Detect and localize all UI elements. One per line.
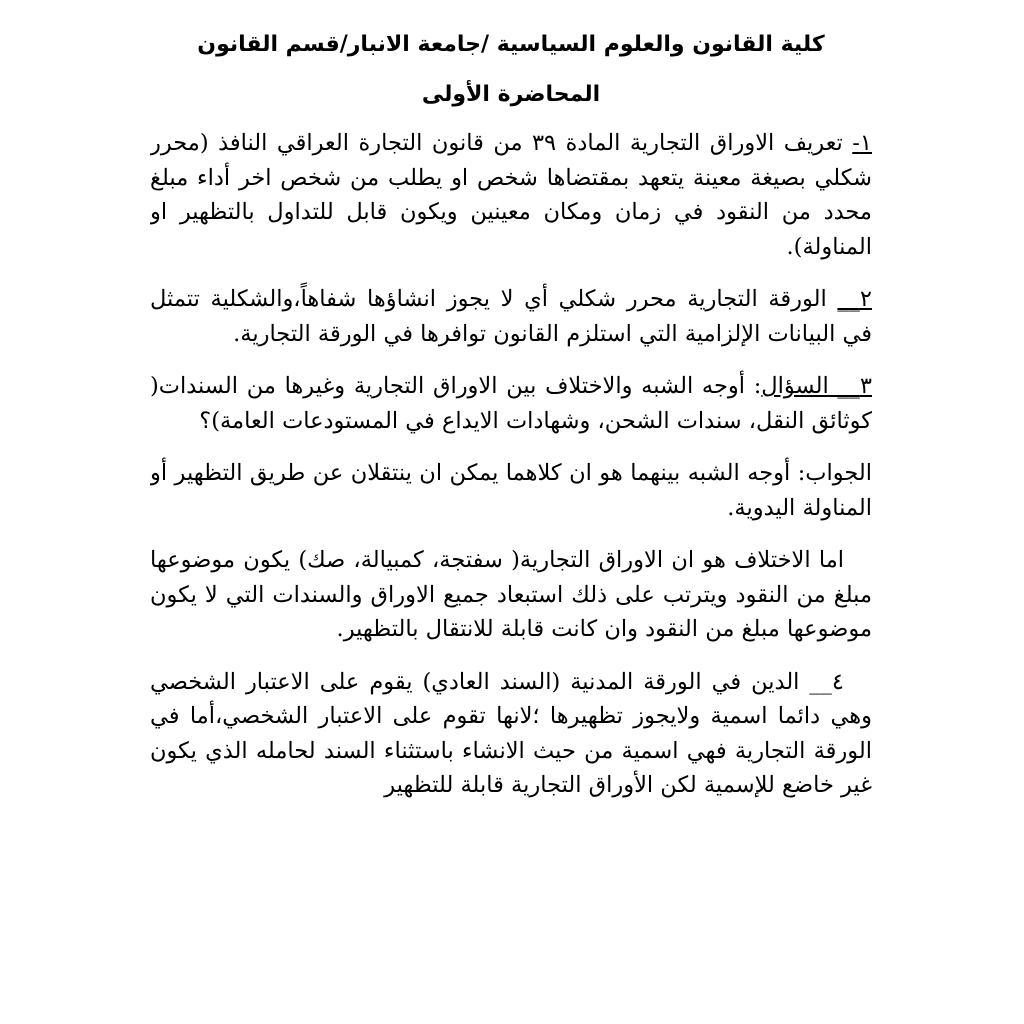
paragraph-marker: ١- [852, 130, 872, 156]
paragraph-text: : أوجه الشبه والاختلاف بين الاوراق التجارية وغيرها من السندات( كوثائق النقل، سندات الشحن، وشهادات الايداع في المستودعات العامة)؟ [150, 373, 872, 434]
paragraph-text: الجواب: أوجه الشبه بينهما هو ان كلاهما يمكن ان ينتقلان عن طريق التظهير أو المناولة اليدوية. [150, 460, 872, 521]
paragraph-civil-debt [150, 665, 872, 803]
lecture-title: المحاضرة الأولى [421, 82, 601, 107]
paragraph-text: تعريف الاوراق التجارية المادة ٣٩ من قانون التجارة العراقي النافذ (محرر شكلي بصيغة معينة يتعهد بمقتضاها شخص او يطلب من شخص اخر أداء مبلغ محدد من النقود في زمان ومكان معينين ويكون قابل للتداول بالتظهير او المناولة). [150, 130, 872, 260]
paragraph-text: ٤__ الدين في الورقة المدنية (السند العادي) يقوم على الاعتبار الشخصي وهي دائما اسمية ولايجوز تظهيرها ؛لانها تقوم على الاعتبار الشخصي،أما في الورقة التجارية فهي اسمية من حيث الانشاء باستثناء السند لحامله الذي يكون غير خاضع للإسمية لكن الأوراق التجارية قابلة للتظهير [150, 668, 872, 798]
paragraph-answer [150, 456, 872, 525]
paragraph-difference [150, 543, 872, 647]
paragraph-marker: ٣__ السؤال [761, 373, 872, 399]
document-page [150, 28, 872, 1024]
document-header: كلية القانون والعلوم السياسية /جامعة الانبار/قسم القانون [197, 32, 825, 57]
paragraph-text: الورقة التجارية محرر شكلي أي لا يجوز انشاؤها شفاهاً،والشكلية تتمثل في البيانات الإلزامية التي استلزم القانون توافرها في الورقة التجارية. [150, 286, 872, 347]
paragraph-question [150, 369, 872, 438]
paragraph-formality [150, 282, 872, 351]
paragraph-marker: ٢__ [837, 286, 872, 312]
paragraph-definition [150, 126, 872, 264]
paragraph-text: اما الاختلاف هو ان الاوراق التجارية( سفتجة، كمبيالة، صك) يكون موضوعها مبلغ من النقود ويترتب على ذلك استبعاد جميع الاوراق والسندات التي لا يكون موضوعها مبلغ من النقود وان كانت قابلة للانتقال بالتظهير. [150, 547, 872, 642]
